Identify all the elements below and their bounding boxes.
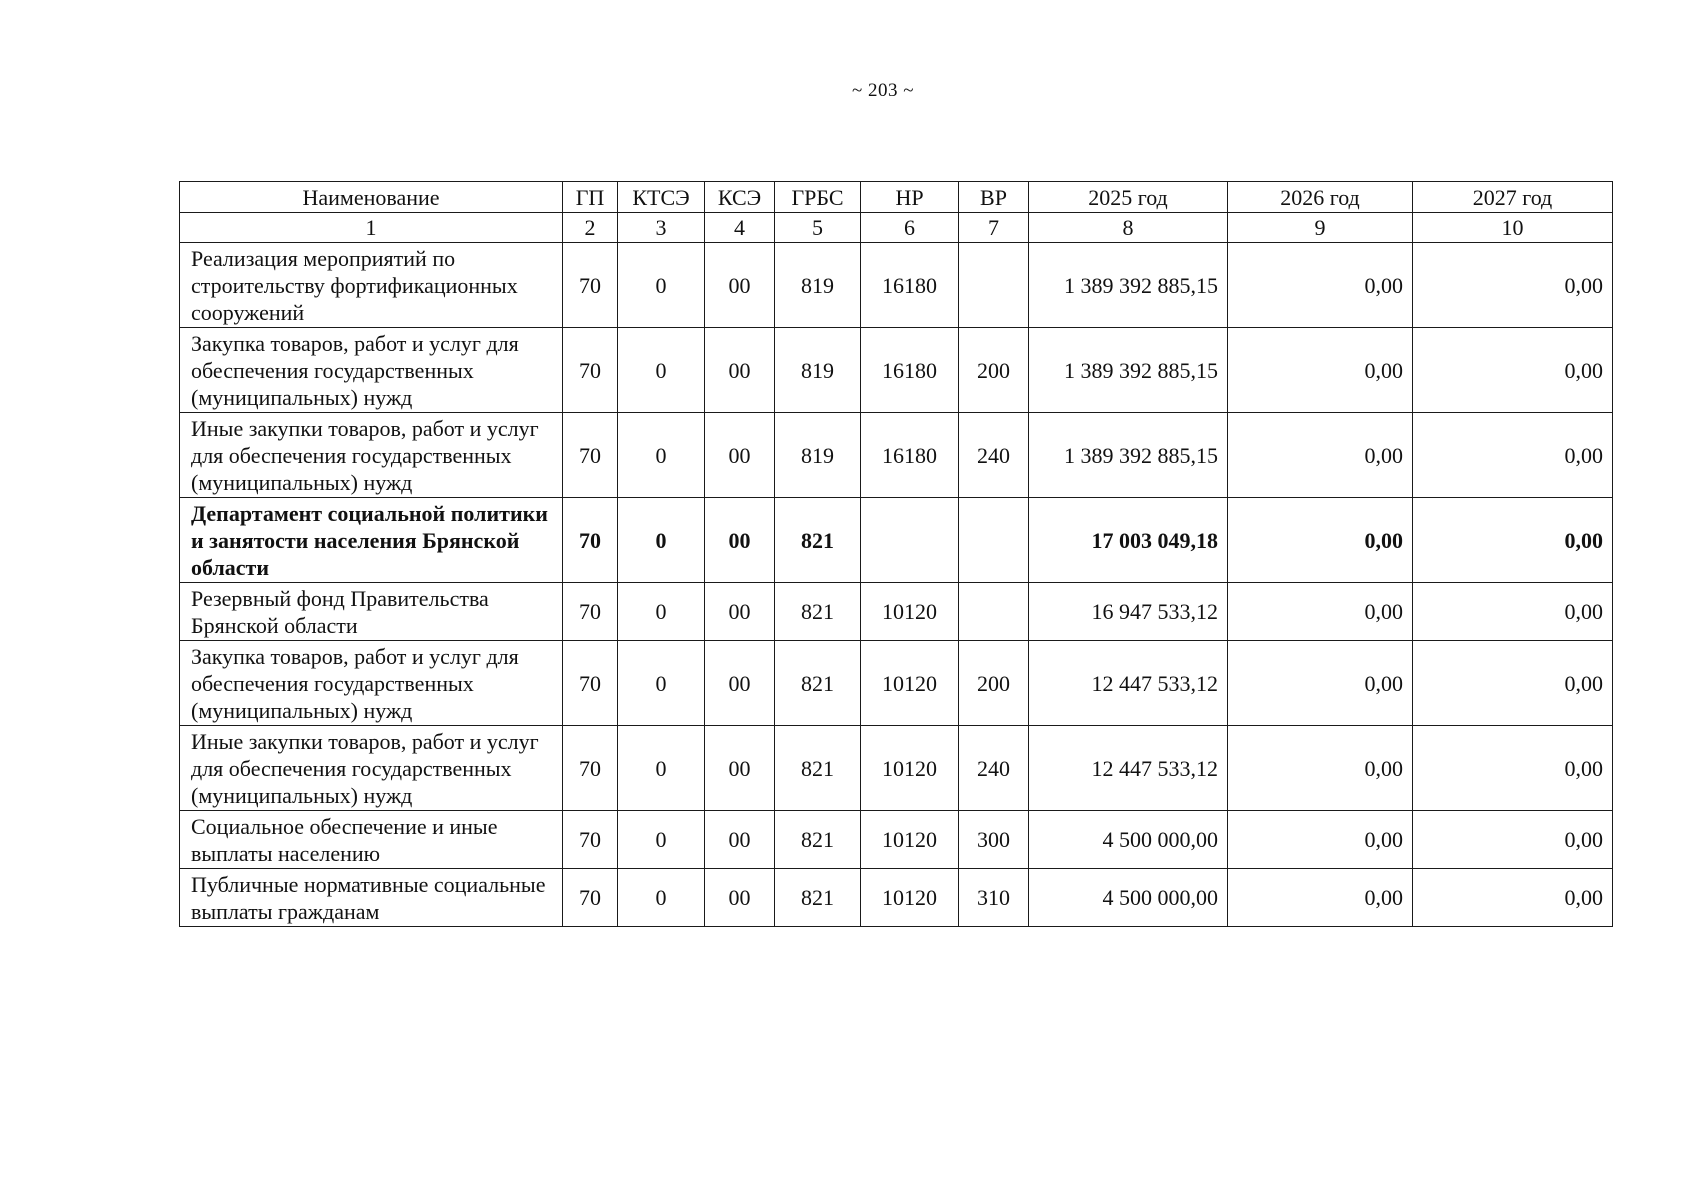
header-2025: 2025 год	[1029, 182, 1228, 213]
cell-vr	[959, 498, 1029, 583]
cell-nr: 10120	[861, 583, 959, 641]
cell-2025: 12 447 533,12	[1029, 726, 1228, 811]
cell-ktse: 0	[618, 641, 705, 726]
cell-vr: 240	[959, 726, 1029, 811]
cell-gp: 70	[563, 413, 618, 498]
cell-kse: 00	[705, 726, 775, 811]
table-row	[180, 726, 1613, 811]
cell-2025: 16 947 533,12	[1029, 583, 1228, 641]
row-name: Закупка товаров, работ и услуг для обеспечения государственных (муниципальных) нужд	[180, 641, 563, 726]
cell-grbs: 819	[775, 413, 861, 498]
header-vr: ВР	[959, 182, 1029, 213]
cell-2027: 0,00	[1413, 413, 1613, 498]
cell-2027: 0,00	[1413, 811, 1613, 869]
row-name: Социальное обеспечение и иные выплаты населению	[180, 811, 563, 869]
cell-2026: 0,00	[1228, 641, 1413, 726]
table-row	[180, 243, 1613, 328]
cell-kse: 00	[705, 413, 775, 498]
column-number-row	[180, 213, 1613, 243]
cell-vr: 200	[959, 328, 1029, 413]
budget-table	[179, 181, 1613, 927]
cell-2025: 4 500 000,00	[1029, 869, 1228, 927]
cell-2027: 0,00	[1413, 498, 1613, 583]
cell-2027: 0,00	[1413, 243, 1613, 328]
column-number: 1	[180, 213, 563, 243]
table-row-department	[180, 498, 1613, 583]
cell-2026: 0,00	[1228, 811, 1413, 869]
cell-grbs: 821	[775, 498, 861, 583]
table-row	[180, 641, 1613, 726]
cell-2027: 0,00	[1413, 641, 1613, 726]
cell-vr: 310	[959, 869, 1029, 927]
cell-kse: 00	[705, 641, 775, 726]
header-2027: 2027 год	[1413, 182, 1613, 213]
cell-ktse: 0	[618, 869, 705, 927]
cell-kse: 00	[705, 498, 775, 583]
table-row	[180, 869, 1613, 927]
cell-gp: 70	[563, 583, 618, 641]
row-name: Резервный фонд Правительства Брянской области	[180, 583, 563, 641]
cell-2025: 1 389 392 885,15	[1029, 413, 1228, 498]
cell-nr: 16180	[861, 328, 959, 413]
cell-ktse: 0	[618, 498, 705, 583]
cell-vr	[959, 583, 1029, 641]
cell-2025: 4 500 000,00	[1029, 811, 1228, 869]
cell-grbs: 821	[775, 726, 861, 811]
cell-2026: 0,00	[1228, 498, 1413, 583]
header-2026: 2026 год	[1228, 182, 1413, 213]
cell-nr: 10120	[861, 869, 959, 927]
cell-grbs: 819	[775, 328, 861, 413]
row-name: Публичные нормативные социальные выплаты гражданам	[180, 869, 563, 927]
page-number: ~ 203 ~	[851, 80, 915, 101]
header-row	[180, 182, 1613, 213]
cell-grbs: 821	[775, 811, 861, 869]
cell-nr: 16180	[861, 413, 959, 498]
table-row	[180, 811, 1613, 869]
column-number: 5	[775, 213, 861, 243]
cell-grbs: 821	[775, 641, 861, 726]
cell-gp: 70	[563, 869, 618, 927]
column-number: 8	[1029, 213, 1228, 243]
table-row	[180, 413, 1613, 498]
cell-ktse: 0	[618, 583, 705, 641]
cell-2027: 0,00	[1413, 726, 1613, 811]
cell-kse: 00	[705, 811, 775, 869]
row-name: Закупка товаров, работ и услуг для обеспечения государственных (муниципальных) нужд	[180, 328, 563, 413]
header-name: Наименование	[180, 182, 563, 213]
cell-nr: 10120	[861, 641, 959, 726]
cell-gp: 70	[563, 641, 618, 726]
column-number: 2	[563, 213, 618, 243]
cell-ktse: 0	[618, 243, 705, 328]
cell-grbs: 821	[775, 869, 861, 927]
cell-2025: 1 389 392 885,15	[1029, 328, 1228, 413]
header-gp: ГП	[563, 182, 618, 213]
column-number: 6	[861, 213, 959, 243]
column-number: 9	[1228, 213, 1413, 243]
cell-gp: 70	[563, 811, 618, 869]
cell-nr: 10120	[861, 726, 959, 811]
cell-2026: 0,00	[1228, 328, 1413, 413]
cell-grbs: 819	[775, 243, 861, 328]
cell-2026: 0,00	[1228, 869, 1413, 927]
cell-2025: 1 389 392 885,15	[1029, 243, 1228, 328]
row-name: Реализация мероприятий по строительству фортификационных сооружений	[180, 243, 563, 328]
cell-kse: 00	[705, 328, 775, 413]
row-name: Иные закупки товаров, работ и услуг для обеспечения государственных (муниципальных) нужд	[180, 726, 563, 811]
cell-2026: 0,00	[1228, 413, 1413, 498]
cell-2026: 0,00	[1228, 583, 1413, 641]
cell-ktse: 0	[618, 811, 705, 869]
cell-gp: 70	[563, 243, 618, 328]
cell-2027: 0,00	[1413, 869, 1613, 927]
cell-2026: 0,00	[1228, 726, 1413, 811]
table-row	[180, 583, 1613, 641]
cell-2027: 0,00	[1413, 328, 1613, 413]
cell-kse: 00	[705, 243, 775, 328]
cell-vr: 200	[959, 641, 1029, 726]
cell-nr: 16180	[861, 243, 959, 328]
cell-ktse: 0	[618, 413, 705, 498]
cell-2025: 17 003 049,18	[1029, 498, 1228, 583]
column-number: 10	[1413, 213, 1613, 243]
column-number: 7	[959, 213, 1029, 243]
cell-ktse: 0	[618, 328, 705, 413]
header-ktse: КТСЭ	[618, 182, 705, 213]
cell-nr: 10120	[861, 811, 959, 869]
cell-2027: 0,00	[1413, 583, 1613, 641]
cell-vr: 240	[959, 413, 1029, 498]
cell-nr	[861, 498, 959, 583]
table-row	[180, 328, 1613, 413]
cell-gp: 70	[563, 498, 618, 583]
header-kse: КСЭ	[705, 182, 775, 213]
header-nr: НР	[861, 182, 959, 213]
cell-ktse: 0	[618, 726, 705, 811]
column-number: 3	[618, 213, 705, 243]
row-name: Иные закупки товаров, работ и услуг для обеспечения государственных (муниципальных) нужд	[180, 413, 563, 498]
cell-grbs: 821	[775, 583, 861, 641]
cell-kse: 00	[705, 869, 775, 927]
header-grbs: ГРБС	[775, 182, 861, 213]
cell-kse: 00	[705, 583, 775, 641]
cell-2025: 12 447 533,12	[1029, 641, 1228, 726]
cell-gp: 70	[563, 726, 618, 811]
cell-vr: 300	[959, 811, 1029, 869]
cell-gp: 70	[563, 328, 618, 413]
column-number: 4	[705, 213, 775, 243]
cell-2026: 0,00	[1228, 243, 1413, 328]
cell-vr	[959, 243, 1029, 328]
row-name: Департамент социальной политики и занятости населения Брянской области	[180, 498, 563, 583]
